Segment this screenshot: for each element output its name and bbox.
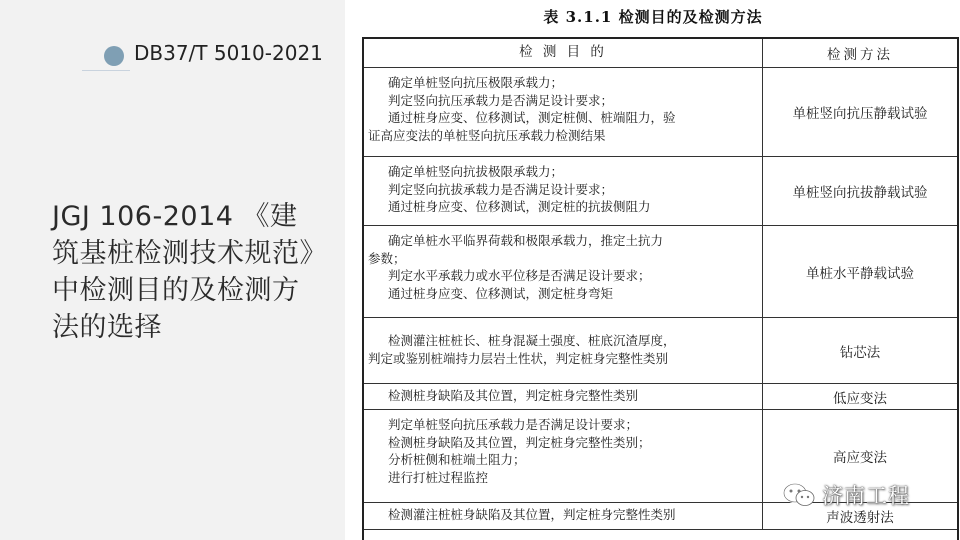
purpose-line: 通过桩身应变、位移测试，测定桩的抗拔侧阻力 <box>388 199 651 214</box>
watermark-text: 济南工程 <box>822 484 910 508</box>
purpose-line: 通过桩身应变、位移测试，测定桩侧、桩端阻力，验 <box>388 110 676 125</box>
bullet-dot <box>104 46 124 66</box>
purpose-line: 确定单桩竖向抗压极限承载力； <box>388 75 564 90</box>
table-row <box>364 384 957 410</box>
left-panel <box>0 0 345 540</box>
purpose-cell <box>364 68 763 156</box>
wechat-icon <box>782 482 816 508</box>
purpose-line: 确定单桩水平临界荷载和极限承载力，推定土抗力 <box>388 233 664 248</box>
table-row <box>364 68 957 157</box>
purpose-line: 证高应变法的单桩竖向抗压承载力检测结果 <box>368 127 606 143</box>
purpose-cell <box>364 503 763 529</box>
watermark <box>782 480 910 510</box>
method-cell: 高应变法 <box>833 450 887 466</box>
method-cell: 钻芯法 <box>839 344 881 361</box>
table-row <box>364 226 957 318</box>
method-cell: 单桩竖向抗压静载试验 <box>792 106 928 122</box>
purpose-line: 分析桩侧和桩端土阻力； <box>388 452 526 467</box>
purpose-line: 检测灌注桩桩身缺陷及其位置，判定桩身完整性类别 <box>388 507 676 522</box>
document-image <box>346 0 960 540</box>
table-row <box>364 318 957 384</box>
slide-heading: JGJ 106-2014 《建筑基桩检测技术规范》中检测目的及检测方法的选择 <box>52 201 314 343</box>
method-cell: 单桩水平静载试验 <box>806 265 914 282</box>
purpose-line: 检测桩身缺陷及其位置，判定桩身完整性类别； <box>388 434 651 450</box>
method-cell: 低应变法 <box>833 390 887 407</box>
purpose-cell <box>364 384 763 409</box>
purpose-cell <box>364 410 763 502</box>
purpose-line: 进行打桩过程监控 <box>388 469 489 485</box>
method-cell: 单桩竖向抗拔静载试验 <box>792 185 928 201</box>
purpose-cell <box>364 157 763 225</box>
table-caption: 表 3.1.1 检测目的及检测方法 <box>543 8 763 26</box>
purpose-line: 通过桩身应变、位移测试，测定桩身弯矩 <box>388 285 614 301</box>
purpose-line: 判定或鉴别桩端持力层岩土性状，判定桩身完整性类别 <box>368 350 669 366</box>
method-table <box>362 37 959 540</box>
header-purpose: 检 测 目 的 <box>364 39 763 67</box>
table-row <box>364 157 957 226</box>
purpose-line: 判定单桩竖向抗压承载力是否满足设计要求； <box>388 417 639 432</box>
method-cell: 声波透射法 <box>826 510 894 526</box>
purpose-line: 参数； <box>368 250 406 266</box>
purpose-cell <box>364 226 763 317</box>
standard-code: DB37/T 5010-2021 <box>134 41 323 65</box>
purpose-line: 检测桩身缺陷及其位置，判定桩身完整性类别 <box>388 388 639 403</box>
purpose-line: 确定单桩竖向抗拔极限承载力； <box>388 164 564 179</box>
purpose-line: 检测灌注桩桩长、桩身混凝土强度、桩底沉渣厚度， <box>388 333 676 348</box>
purpose-line: 判定水平承载力或水平位移是否满足设计要求； <box>388 268 651 283</box>
table-header-row <box>364 39 957 68</box>
purpose-cell <box>364 318 763 383</box>
purpose-line: 判定竖向抗压承载力是否满足设计要求； <box>388 92 614 108</box>
header-method: 检测方法 <box>827 47 893 63</box>
divider-line <box>82 70 130 71</box>
purpose-line: 判定竖向抗拔承载力是否满足设计要求； <box>388 181 614 197</box>
